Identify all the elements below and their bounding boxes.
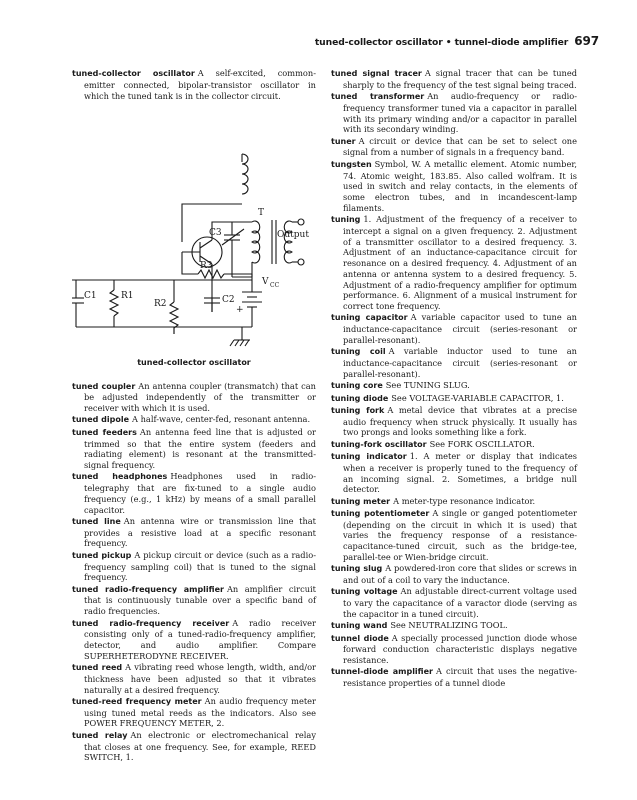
entry-term: tungsten <box>331 159 372 169</box>
entry-term: tuning voltage <box>331 587 398 597</box>
label-vcc-sub: CC <box>270 281 280 289</box>
label-t: T <box>258 207 265 218</box>
entry-term: tuned-collector oscillator <box>72 69 195 78</box>
entry-term: tuned dipole <box>72 415 130 425</box>
resistor-r2 <box>170 302 178 328</box>
label-c2: C2 <box>222 294 235 305</box>
entry-term: tuned coupler <box>72 381 136 391</box>
dictionary-entry <box>331 451 577 495</box>
label-r2: R2 <box>154 298 167 309</box>
running-title: tuned-collector oscillator • tunnel-diode amplifier <box>314 37 569 48</box>
dictionary-entry <box>331 666 577 689</box>
dictionary-entry <box>331 68 577 91</box>
entry-definition: A single or ganged potentiometer (depending on the circuit in which it is used) that varies the frequency response of a resistance-capacitance-tuned circuit, such as the bridge-tee, parallel-tee or Wien-bridge circuit. <box>343 507 577 562</box>
dictionary-entry <box>331 563 577 586</box>
output-terminal <box>298 219 304 225</box>
entry-definition: See TUNING SLUG. <box>385 380 470 391</box>
entry-term: tuning potentiometer <box>331 508 430 518</box>
entry-term: tuned line <box>72 516 121 526</box>
entry-term: tuned reed <box>72 663 123 673</box>
entry-definition: An audio frequency meter using tuned metal reeds as the indicators. Also see POWER FREQUENCY METER, 2. <box>84 695 317 729</box>
dictionary-entry <box>72 414 316 426</box>
entry-definition: A circuit or device that can be set to select one signal from a number of signals in a frequency band. <box>343 135 577 158</box>
entry-term: tuned signal tracer <box>331 69 422 78</box>
dictionary-entry <box>331 159 577 214</box>
figure-caption: tuned-collector oscillator <box>137 357 251 367</box>
dictionary-entry <box>331 439 577 451</box>
dictionary-entry <box>72 381 316 414</box>
entry-term: tuning capacitor <box>331 313 408 323</box>
entry-term: tuning meter <box>331 496 391 506</box>
entry-definition: An antenna coupler (transmatch) that can be adjusted independently of the transmitter or receiver with which it is used. <box>84 380 316 414</box>
entry-term: tuner <box>331 136 356 146</box>
dictionary-entry <box>331 508 577 563</box>
dictionary-entry <box>72 696 316 729</box>
entry-term: tuned transformer <box>331 92 425 102</box>
entry-definition: See VOLTAGE-VARIABLE CAPACITOR, 1. <box>391 392 564 403</box>
resistor-r1 <box>110 290 118 316</box>
entry-term: tunnel diode <box>331 633 389 643</box>
label-c3: C3 <box>209 227 222 238</box>
dictionary-entry <box>331 380 577 392</box>
label-vcc: V <box>262 276 269 287</box>
dictionary-entry <box>72 550 316 583</box>
page-number: 697 <box>574 34 599 48</box>
entry-term: tuning-fork oscillator <box>331 439 427 449</box>
dictionary-entry <box>72 68 316 101</box>
entry-term: tuned radio-frequency receiver <box>72 618 230 628</box>
dictionary-entry <box>72 427 316 471</box>
resistor-r3 <box>198 270 224 278</box>
dictionary-entry <box>72 516 316 549</box>
entry-definition: Symbol, W. A metallic element. Atomic number, 74. Atomic weight, 183.85. Also called wolfram. It is used in switch and relay contacts, in the elements of some electron tubes, and in incandescent-lamp filaments. <box>343 158 577 213</box>
ground-symbol <box>230 340 250 346</box>
circuit-figure <box>72 102 316 352</box>
dictionary-entry <box>331 136 577 159</box>
label-r3: R3 <box>200 260 213 271</box>
left-column <box>72 68 316 764</box>
entry-term: tuning fork <box>331 405 385 415</box>
dictionary-entry <box>72 662 316 695</box>
entry-term: tunnel-diode amplifier <box>331 667 433 677</box>
entry-definition: An electronic or electromechanical relay that closes at one frequency. See, for example, REED SWITCH, 1. <box>84 729 316 763</box>
circuit-diagram <box>72 102 316 352</box>
entry-definition: A metal device that vibrates at a precise audio frequency when struck physically. It usually has two prongs and looks something like a fork. <box>343 404 577 438</box>
dictionary-entry <box>331 312 577 345</box>
entry-term: tuning wand <box>331 621 388 631</box>
entry-definition: An audio-frequency or radio-frequency transformer tuned via a capacitor in parallel with its primary winding and/or a capacitor in parallel with its secondary winding. <box>343 91 578 135</box>
entry-definition: A self-excited, common-emitter connected, bipolar-transistor oscillator in which the tuned tank is in the collector circuit. <box>84 68 316 101</box>
entry-definition: 1. A meter or display that indicates when a receiver is properly tuned to the frequency of an incoming signal. 2. Sometimes, a bridge null detector. <box>343 451 577 495</box>
entry-definition: A variable capacitor used to tune an inductance-capacitance circuit (series-resonant or parallel-resonant). <box>343 312 577 345</box>
output-coil <box>284 221 292 263</box>
entry-term: tuned relay <box>72 730 128 740</box>
entry-definition: An antenna feed line that is adjusted or trimmed so that the entire system (feeders and radiating element) is resonant at the transmitted-signal frequency. <box>84 426 317 471</box>
entry-definition: An adjustable direct-current voltage used to vary the capacitance of a varactor diode (serving as the capacitor in a tuned circuit). <box>343 586 577 619</box>
dictionary-entry <box>331 496 577 508</box>
entry-definition: A powdered-iron core that slides or screws in and out of a coil to vary the inductance. <box>343 563 577 586</box>
entry-definition: See NEUTRALIZING TOOL. <box>390 620 508 631</box>
dictionary-entry <box>72 618 316 662</box>
label-r1: R1 <box>121 290 134 301</box>
tank-coil <box>252 221 260 263</box>
entry-definition: A vibrating reed whose length, width, and/or thickness have been adjusted so that it vibrates naturally at a desired frequency. <box>84 662 316 695</box>
entry-term: tuning core <box>331 381 383 391</box>
dictionary-entry <box>72 471 316 515</box>
feedback-coil <box>242 154 248 194</box>
entry-definition: An antenna wire or transmission line that provides a resistive load at a specific resonant frequency. <box>84 515 316 549</box>
entry-definition: A pickup circuit or device (such as a radio-frequency sampling coil) that is tuned to the signal frequency. <box>84 549 316 583</box>
entry-term: tuning <box>331 215 361 225</box>
dictionary-entry <box>331 620 577 632</box>
dictionary-entry <box>331 91 577 135</box>
label-output: Output <box>277 229 309 240</box>
entry-definition: See FORK OSCILLATOR. <box>429 438 535 449</box>
running-header <box>315 34 599 48</box>
entry-term: tuning slug <box>331 564 383 574</box>
right-column <box>331 68 577 690</box>
entry-definition: Headphones used in radio-telegraphy that are fix-tuned to a single audio frequency (e.g., 1 kHz) by means of a small parallel capacitor. <box>84 471 316 515</box>
entry-term: tuning coil <box>331 347 386 357</box>
entry-definition: A variable inductor used to tune an inductance-capacitance circuit (series-resonant or parallel-resonant). <box>343 346 577 379</box>
entry-term: tuned-reed frequency meter <box>72 696 202 706</box>
entry-definition: A half-wave, center-fed, resonant antenna. <box>132 414 311 425</box>
entry-definition: A signal tracer that can be tuned sharply to the frequency of the test signal being traced. <box>343 68 577 90</box>
output-terminal <box>298 259 304 265</box>
dictionary-entry <box>331 346 577 379</box>
entry-definition: 1. Adjustment of the frequency of a receiver to intercept a signal on a given frequency. 2. Adjustment of a transmitter oscillator to a desired frequency. 3. Adjustment of an inductance-capacitance circuit for resonance on a desired frequency. 4. Adjustment of an antenna or antenna system to a desired frequency. 5. Adjustment of a radio-frequency amplifier for optimum performance. 6. Alignment of a musical instrument for correct tone frequency. <box>343 214 577 312</box>
dictionary-entry <box>331 405 577 438</box>
dictionary-entry <box>331 586 577 619</box>
entry-term: tuned pickup <box>72 550 132 560</box>
label-c1: C1 <box>84 290 97 301</box>
entry-definition: A meter-type resonance indicator. <box>393 495 536 506</box>
entry-definition: A radio receiver consisting only of a tuned-radio-frequency amplifier, detector, and audio amplifier. Compare SUPERHETERODYNE RECEIVER. <box>84 617 316 661</box>
dictionary-entry <box>331 393 577 405</box>
entry-definition: An amplifier circuit that is continuously tunable over a specific band of radio frequencies. <box>84 583 316 617</box>
dictionary-entry <box>331 214 577 312</box>
entry-definition: A circuit that uses the negative-resistance properties of a tunnel diode <box>343 666 577 689</box>
entry-term: tuned radio-frequency amplifier <box>72 584 224 594</box>
entry-term: tuning diode <box>331 393 389 403</box>
dictionary-entry <box>331 633 577 666</box>
dictionary-entry <box>72 730 316 763</box>
entry-definition: A specially processed junction diode whose forward conduction characteristic displays negative resistance. <box>343 632 577 666</box>
dictionary-entry <box>72 584 316 617</box>
entry-term: tuned headphones <box>72 472 168 482</box>
entry-term: tuned feeders <box>72 427 137 437</box>
entry-term: tuning indicator <box>331 452 407 462</box>
label-plus: + <box>236 304 244 315</box>
